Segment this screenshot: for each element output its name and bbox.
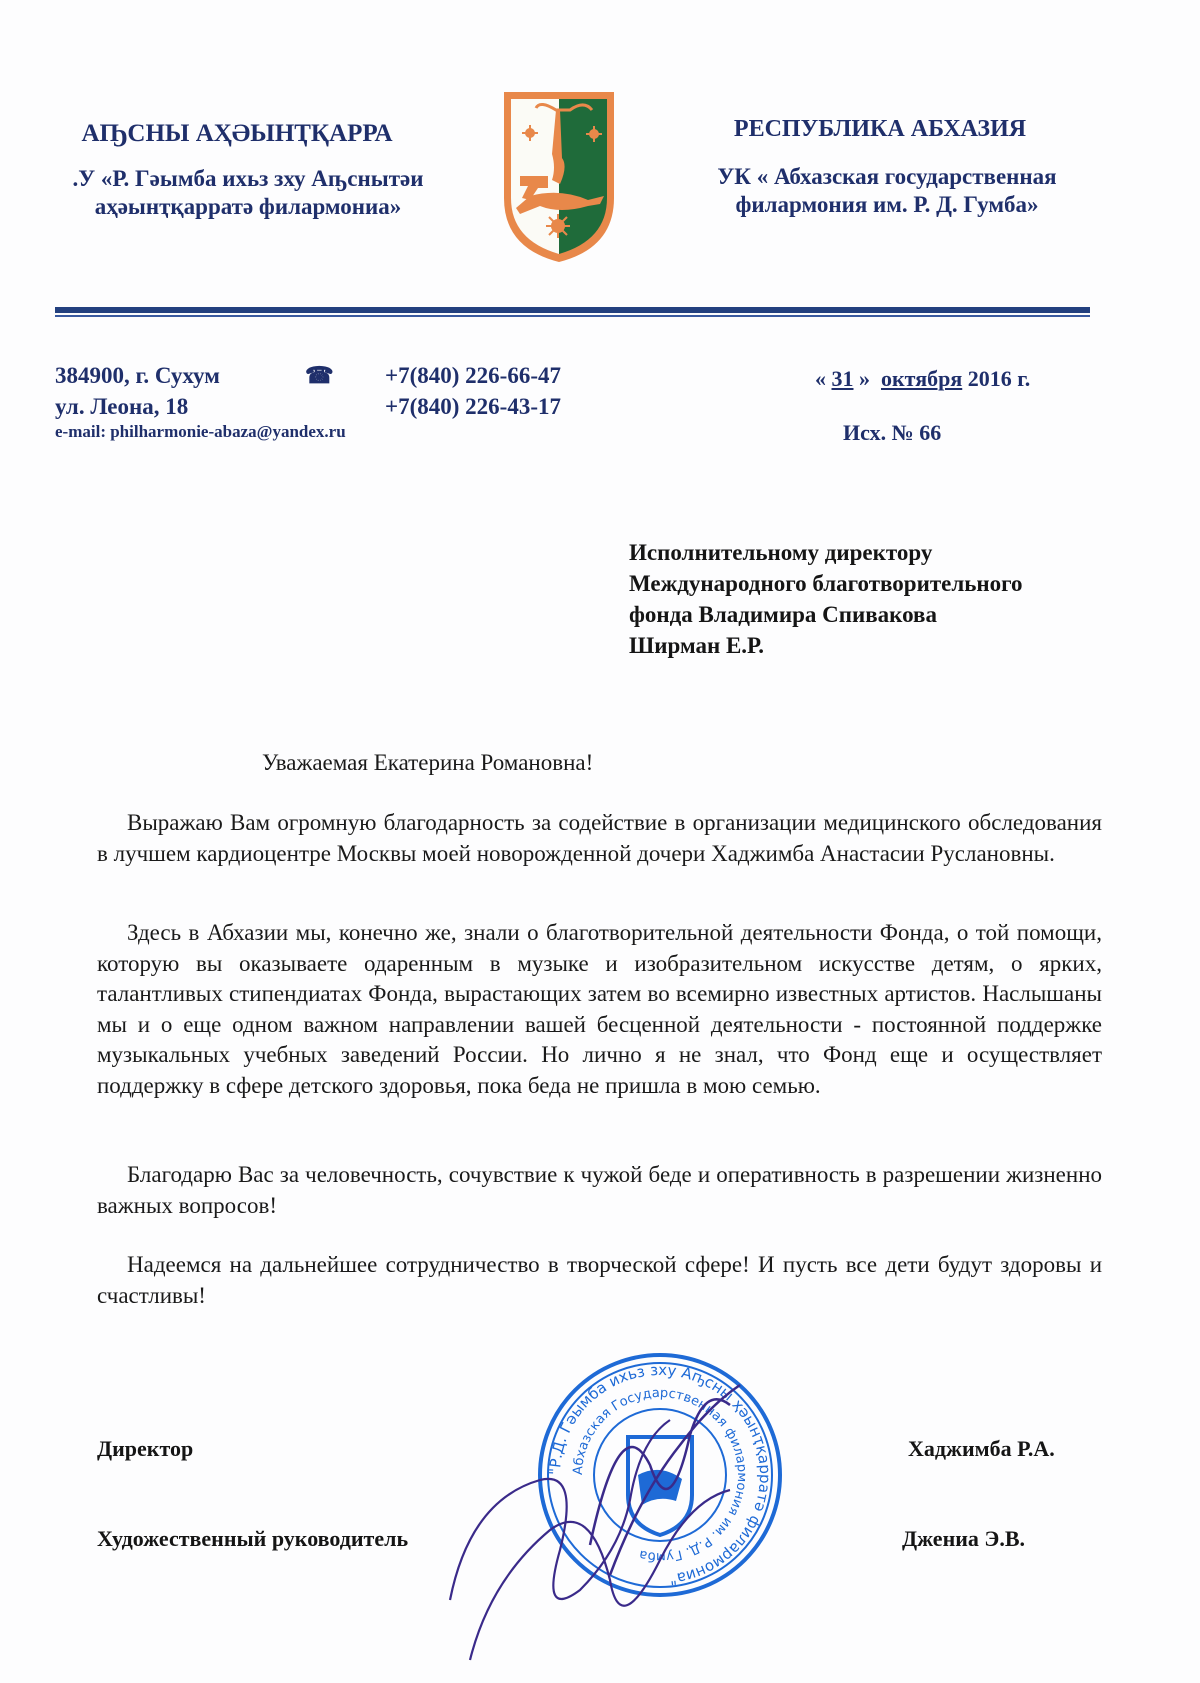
outgoing-number: Исх. № 66	[843, 420, 942, 445]
postal-address: 384900, г. Сухум	[55, 363, 220, 388]
letterhead-title-abkhaz: АҦСНЫ АҲӘЫНҬҚАРРА	[81, 120, 393, 147]
telephone-icon: ☎	[305, 363, 334, 388]
org-abkhaz-line2: аҳәынҭқарратә филармониа»	[94, 194, 402, 219]
body-paragraph-4: Надеемся на дальнейшее сотрудничество в творческой сфере! И пусть все дети будут здоровы и счастливы!	[97, 1252, 1102, 1308]
street-address: ул. Леона, 18	[55, 394, 189, 419]
body-paragraph-3: Благодарю Вас за человечность, сочувствие к чужой беде и оперативность в разрешении жизненно важных вопросов!	[97, 1162, 1102, 1218]
contact-block	[55, 360, 561, 422]
signature-role-director: Директор	[97, 1436, 194, 1461]
letterhead-divider	[55, 307, 1090, 313]
body-paragraph-2: Здесь в Абхазии мы, конечно же, знали о благотворительной деятельности Фонда, о той помощи, которую вы оказываете одаренным в музыке и изобразительном искусстве детям, о ярких, талантливых стипендиатах Фонда, вырастающих затем во всемирно известных артистов. Наслышаны мы и о еще одном важном направлении вашей бесценной деятельности - постоянной поддержке музыкальных учебных заведений России. Но лично я не знал, что Фонд еще и осуществляет поддержку в сфере детского здоровья, пока беда не пришла в мою семью.	[97, 920, 1102, 1098]
date-month: октября	[881, 366, 963, 391]
greeting: Уважаемая Екатерина Романовна!	[262, 750, 594, 775]
addressee-line: фонда Владимира Спивакова	[629, 602, 937, 627]
addressee-line: Исполнительному директору	[629, 540, 933, 565]
signature-role-art-director: Художественный руководитель	[97, 1526, 409, 1551]
letterhead-org-abkhaz	[38, 165, 458, 221]
org-russian-line1: УК « Абхазская государственная	[717, 164, 1057, 189]
coat-of-arms-emblem	[500, 88, 618, 266]
email-address: e-mail: philharmonie-abaza@yandex.ru	[55, 422, 346, 441]
signature-name-director: Хаджимба Р.А.	[908, 1436, 1055, 1461]
date-close-quote: »	[859, 366, 870, 391]
signature-name-art-director: Джениа Э.В.	[902, 1526, 1026, 1551]
letterhead-org-russian	[672, 163, 1102, 219]
letterhead-title-russian: РЕСПУБЛИКА АБХАЗИЯ	[733, 116, 1027, 142]
addressee-line: Международного благотворительного	[629, 571, 1023, 596]
letterhead-divider-thin	[55, 315, 1090, 317]
stamp-inner-text: Абхазская Государственная филармония им. Р.Д. Гумба	[570, 1385, 750, 1565]
phone-2: +7(840) 226-43-17	[385, 394, 561, 419]
date-day: 31	[831, 366, 854, 391]
handwritten-signature	[430, 1380, 760, 1680]
body-paragraph-1: Выражаю Вам огромную благодарность за содействие в организации медицинского обследования в лучшем кардиоцентре Москвы моей новорожденной дочери Хаджимба Анастасии Руслановны.	[97, 810, 1102, 866]
addressee-line: Ширман Е.Р.	[629, 633, 764, 658]
date-open-quote: «	[815, 366, 826, 391]
org-abkhaz-line1: .У «Р. Гәымба ихьз зху Аҧснытәи	[72, 166, 424, 191]
addressee-block	[629, 537, 1023, 661]
letter-date	[815, 366, 1030, 392]
stamp-outer-text: "Р.Д. Гәымба ихьз зху Аҧсны ҳәынҭқарратә филармониа"	[545, 1360, 775, 1589]
org-russian-line2: филармония им. Р. Д. Гумба»	[735, 192, 1039, 217]
phone-1: +7(840) 226-66-47	[385, 363, 561, 388]
date-year: 2016 г.	[967, 366, 1031, 391]
